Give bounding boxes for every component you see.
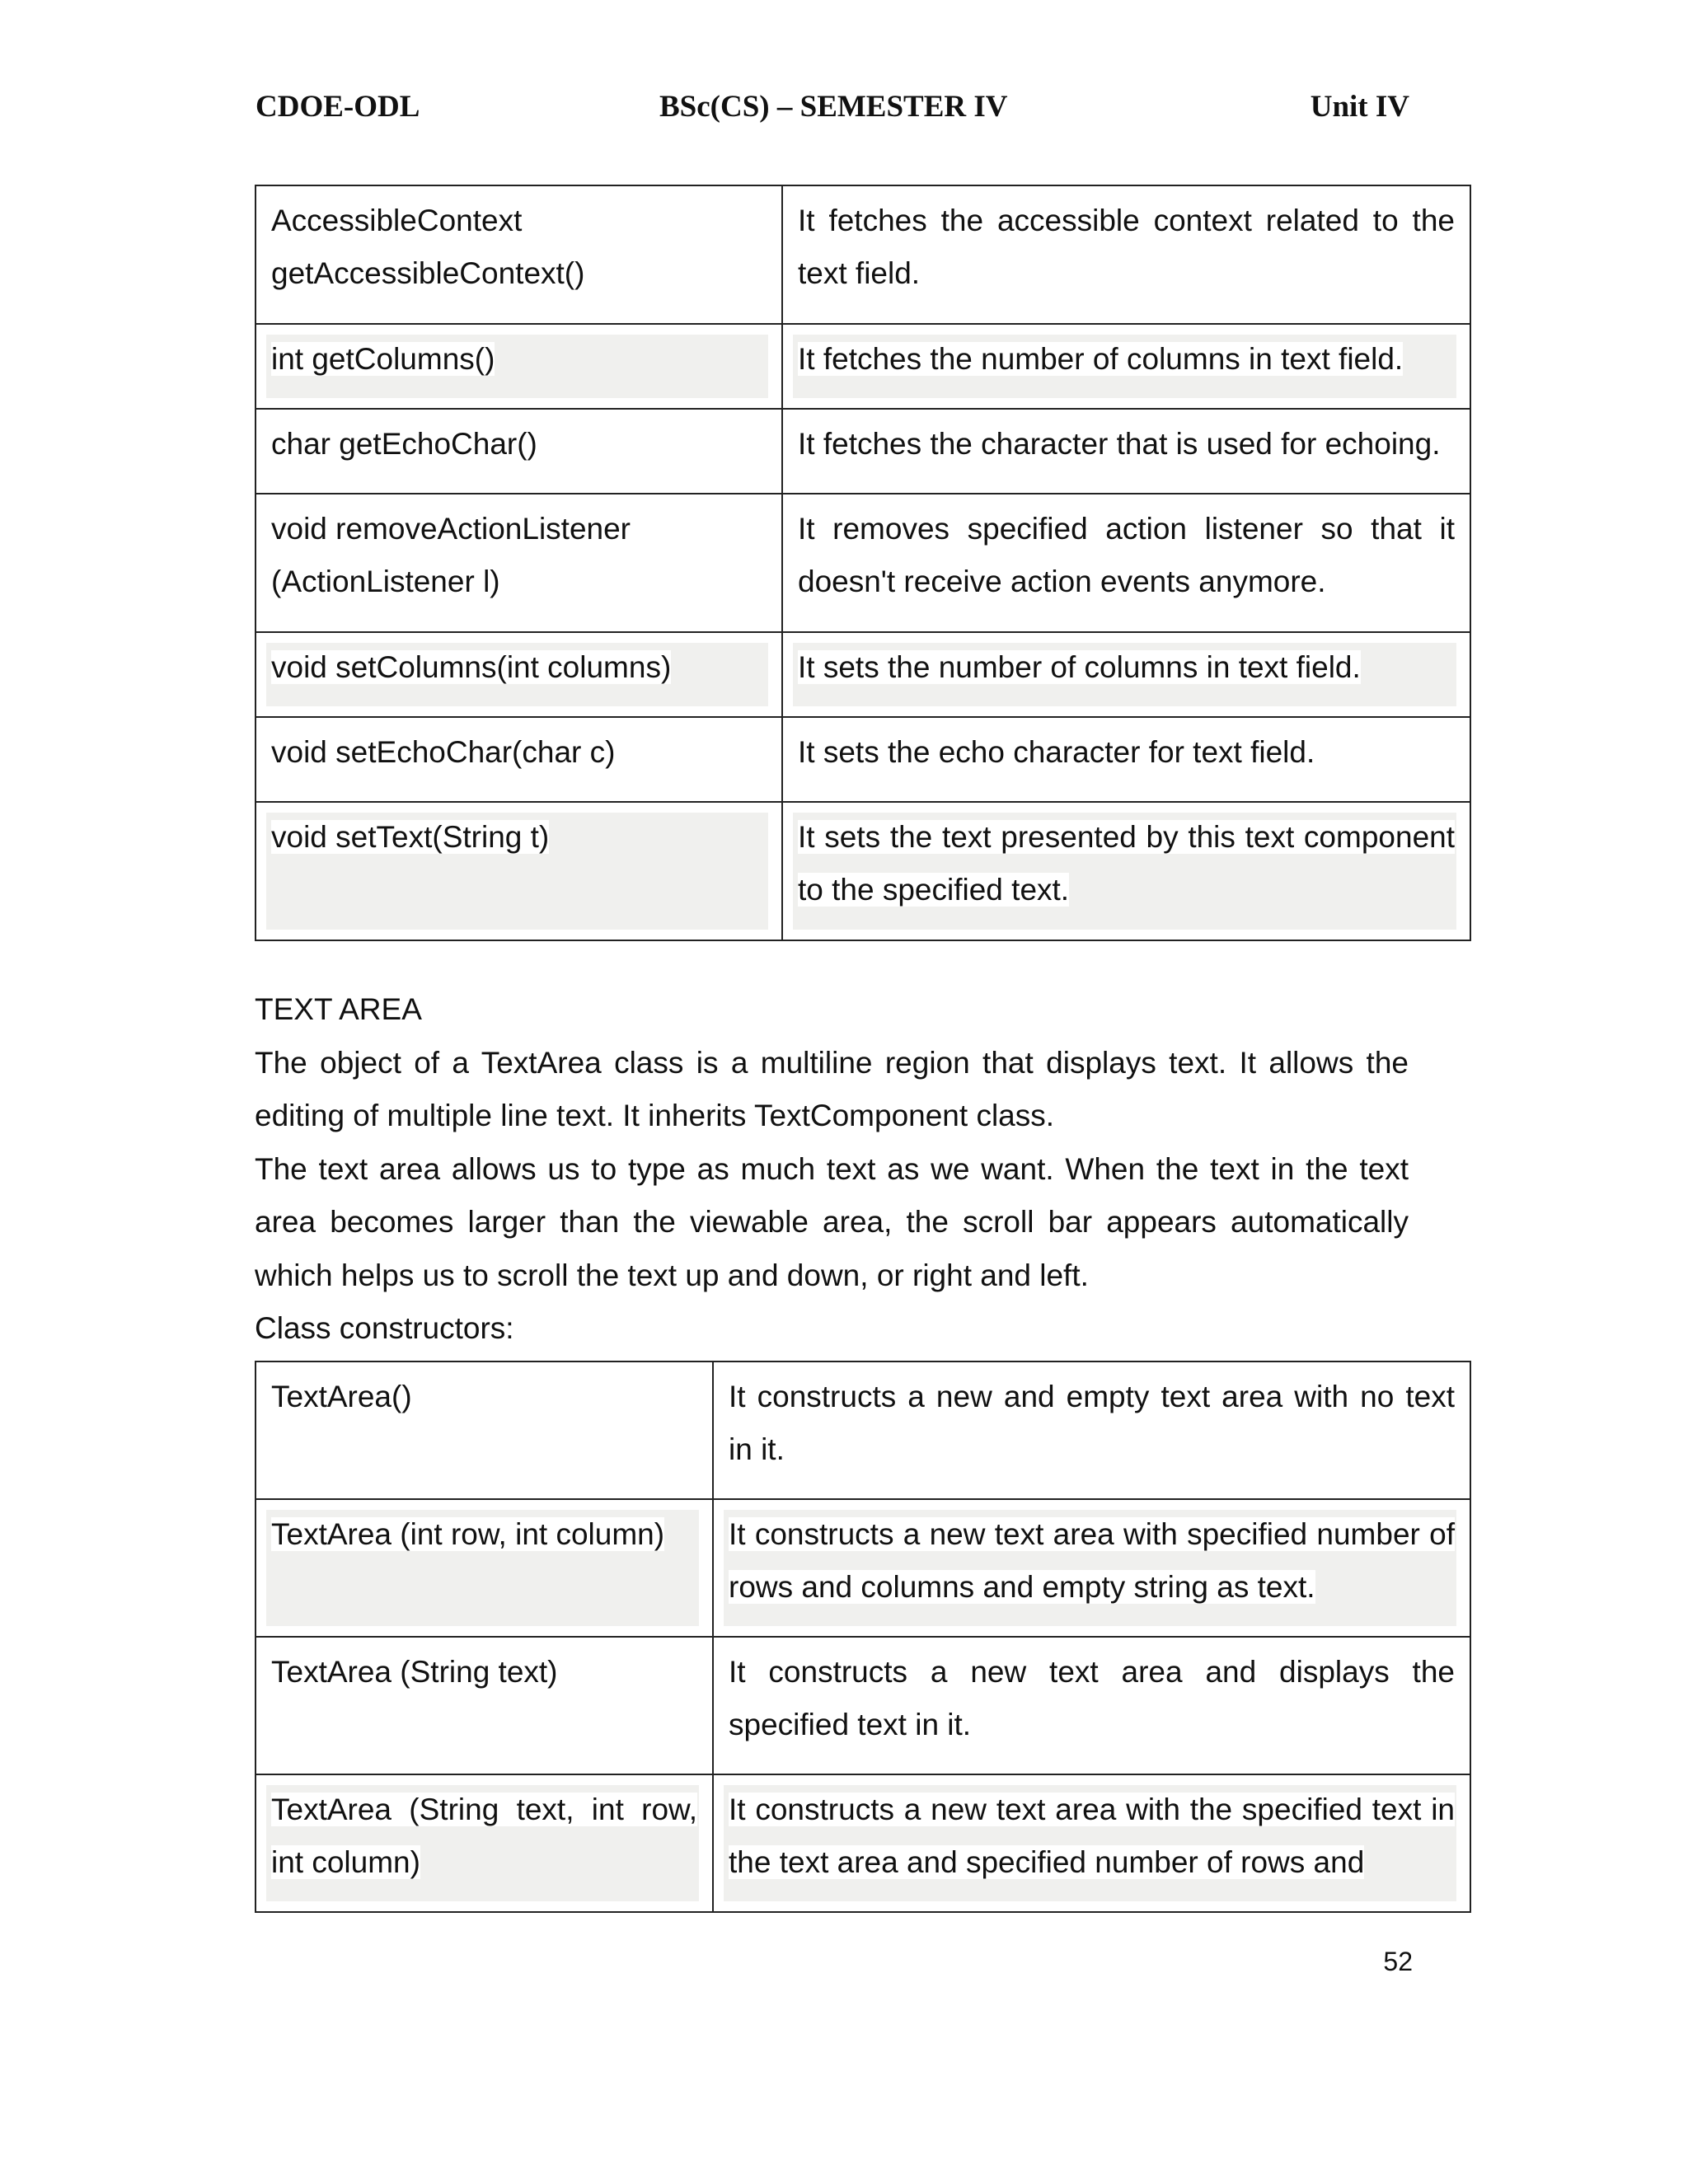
table-row: [256, 1361, 1470, 1499]
table-row: [256, 494, 1470, 632]
paragraph: The object of a TextArea class is a multiline region that displays text. It allows the editing of multiple line text. It inherits TextComponent class.: [255, 1045, 1409, 1132]
method-cell: void setColumns(int columns): [256, 632, 782, 717]
method-cell: void removeActionListener (ActionListener l): [256, 494, 782, 632]
table-row: [256, 1774, 1470, 1912]
method-description-cell: It fetches the character that is used for echoing.: [782, 409, 1470, 494]
method-cell: void setText(String t): [256, 802, 782, 940]
method-description-cell: It fetches the accessible context related to the text field.: [782, 185, 1470, 324]
table-row: [256, 1499, 1470, 1637]
constructor-cell: TextArea (int row, int column): [256, 1499, 713, 1637]
textfield-methods-table: [255, 185, 1471, 941]
constructor-cell: TextArea(): [256, 1361, 713, 1499]
method-description-cell: It removes specified action listener so that it doesn't receive action events anymore.: [782, 494, 1470, 632]
constructor-description-cell: It constructs a new and empty text area with no text in it.: [713, 1361, 1470, 1499]
text-area-section: [255, 983, 1409, 1356]
page-header: [256, 89, 1409, 130]
constructor-description-cell: It constructs a new text area with specified number of rows and columns and empty string as text.: [713, 1499, 1470, 1637]
method-cell: char getEchoChar(): [256, 409, 782, 494]
header-unit: Unit IV: [1310, 90, 1409, 124]
table-row: [256, 717, 1470, 802]
constructor-description-cell: It constructs a new text area with the specified text in the text area and specified number of rows and: [713, 1774, 1470, 1912]
header-institution: CDOE-ODL: [256, 90, 420, 124]
method-cell: int getColumns(): [256, 324, 782, 409]
table-row: [256, 802, 1470, 940]
table-row: [256, 409, 1470, 494]
textarea-constructors-table: [255, 1361, 1471, 1913]
constructor-cell: TextArea (String text): [256, 1637, 713, 1774]
table-row: [256, 185, 1470, 324]
section-heading: TEXT AREA: [255, 992, 422, 1026]
constructor-description-cell: It constructs a new text area and displays the specified text in it.: [713, 1637, 1470, 1774]
method-description-cell: It sets the echo character for text field.: [782, 717, 1470, 802]
constructors-label: Class constructors:: [255, 1311, 514, 1345]
constructor-cell: TextArea (String text, int row, int column): [256, 1774, 713, 1912]
method-cell: void setEchoChar(char c): [256, 717, 782, 802]
table-row: [256, 324, 1470, 409]
method-description-cell: It sets the number of columns in text field.: [782, 632, 1470, 717]
table-row: [256, 632, 1470, 717]
table-row: [256, 1637, 1470, 1774]
method-cell: AccessibleContext getAccessibleContext(): [256, 185, 782, 324]
page-number: 52: [1383, 1947, 1413, 1976]
header-course: BSc(CS) – SEMESTER IV: [659, 90, 1008, 124]
paragraph: The text area allows us to type as much text as we want. When the text in the text area becomes larger than the viewable area, the scroll bar appears automatically which helps us to scroll the text up and down, or right and left.: [255, 1151, 1409, 1292]
method-description-cell: It sets the text presented by this text component to the specified text.: [782, 802, 1470, 940]
method-description-cell: It fetches the number of columns in text field.: [782, 324, 1470, 409]
